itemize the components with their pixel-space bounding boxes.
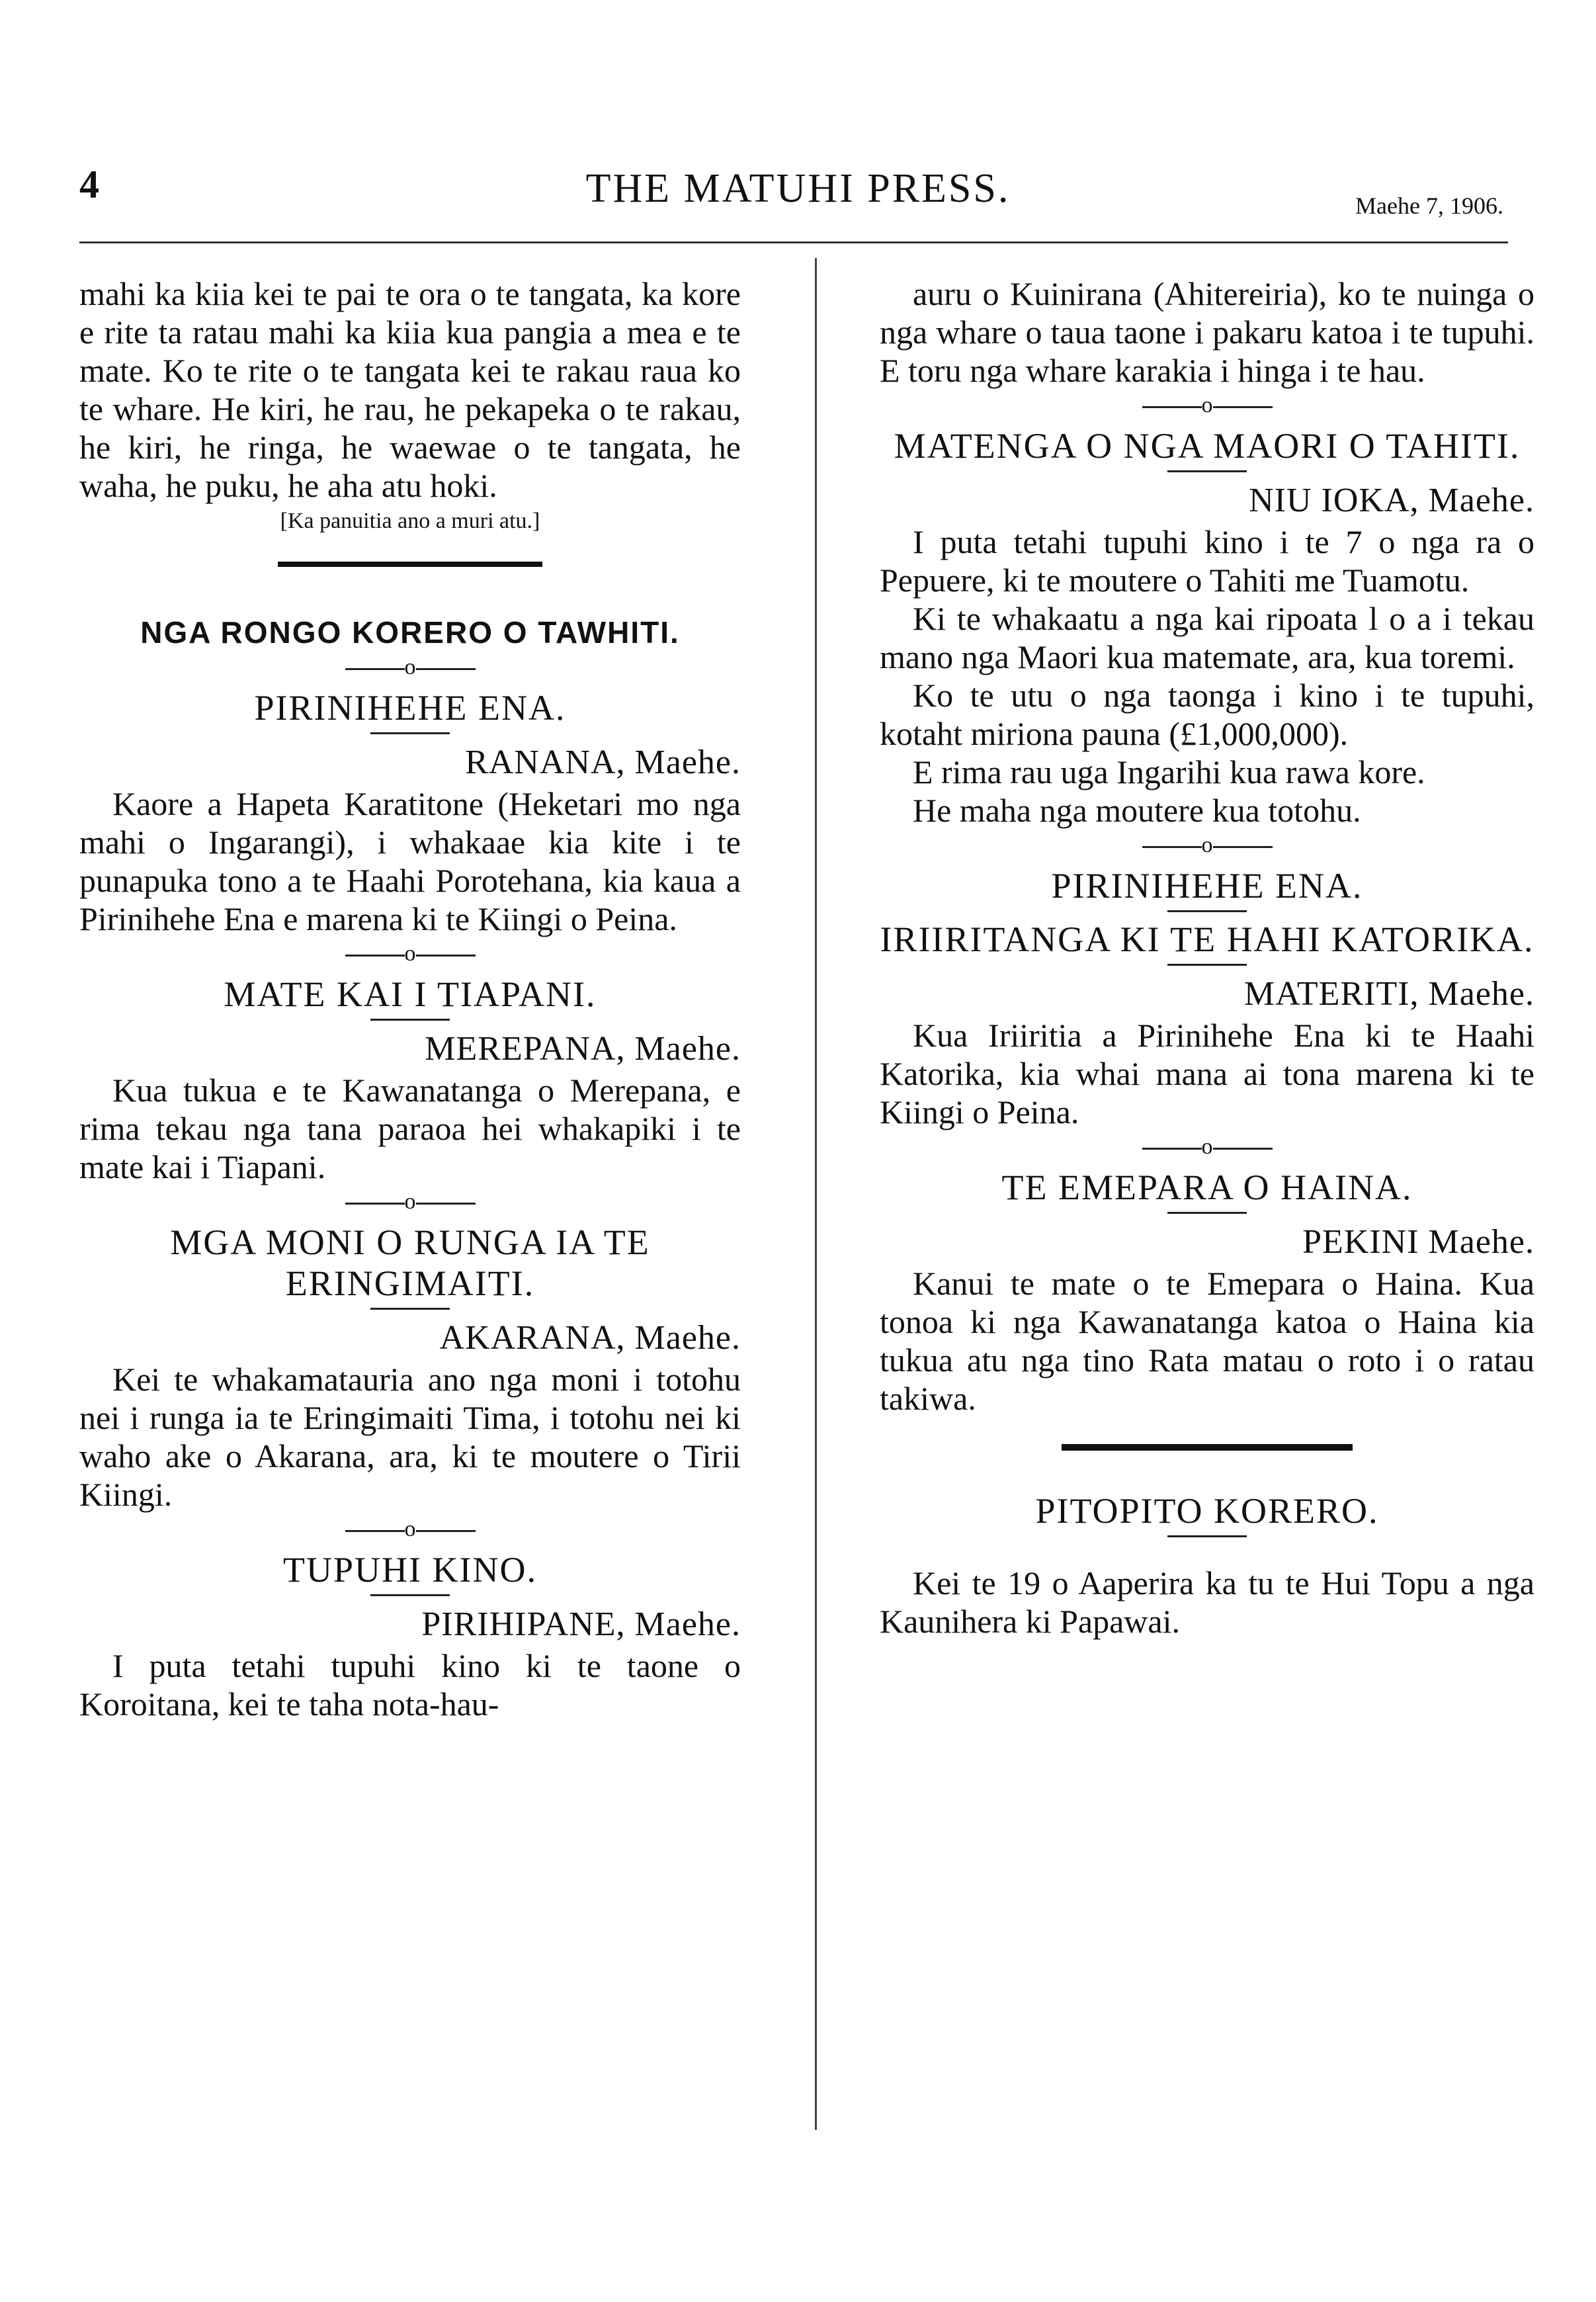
short-rule [1167,910,1247,912]
intro-paragraph: mahi ka kiia kei te pai te ora o te tangata, ka kore e rite ta ratau mahi ka kiia kua pangia a mea e te mate. Ko te rite o te tangata kei te rakau raua ko te whare. He kiri, he rau, he pekapeka o te rakau, he kiri, he ringa, he waewae o te tangata, he waha, he puku, he aha atu hoki. [79,275,741,504]
short-rule [1167,1535,1247,1537]
article-heading: MATENGA O NGA MAORI O TAHITI. [894,426,1521,466]
separator: o [880,832,1534,859]
article-body: Kua Iriiritia a Pirinihehe Ena ki te Haahi Katorika, kia whai mana ai tona marena ki te Kiingi o Peina. [880,1017,1534,1130]
short-rule [1167,470,1247,472]
header-rule [79,241,1508,243]
article-continuation: auru o Kuinirana (Ahitereiria), ko te nuinga o nga whare o taua taone i pakaru katoa i te tupuhi. E toru nga whare karakia i hinga i te hau. [880,275,1534,389]
article-body: Ki te whakaatu a nga kai ripoata l o a i tekau mano nga Maori kua matemate, ara, kua toremi. [880,600,1534,675]
article-heading: PIRINIHEHE ENA. [254,688,566,728]
article-body: I puta tetahi tupuhi kino ki te taone o Koroitana, kei te taha nota-hau- [79,1647,741,1723]
article-body: Kei te whakamatauria ano nga moni i totohu nei i runga ia te Eringimaiti Tima, i totohu nei ki waho ake o Akarana, ara, ki te moutere o Tirii Kiingi. [79,1361,741,1513]
article-heading: IRIIRITANGA KI TE HAHI KATORIKA. [880,919,1534,959]
article-body: Kua tukua e te Kawanatanga o Merepana, e rima tekau nga tana paraoa hei whakapiki i te mate kai i Tiapani. [79,1072,741,1185]
article-heading: TE EMEPARA O HAINA. [1001,1168,1413,1207]
article-heading: MGA MONI O RUNGA IA TE ERINGIMAITI. [170,1222,650,1303]
article-body: Kaore a Hapeta Karatitone (Heketari mo nga mahi o Ingarangi), i whakaae kia kite i te punapuka tono a te Haahi Porotehana, kia kaua a Pirinihehe Ena e marena ki te Kiingi o Peina. [79,785,741,937]
section-rule [1062,1444,1353,1451]
dateline: MEREPANA, Maehe. [425,1030,741,1068]
dateline: MATERITI, Maehe. [1243,975,1534,1013]
article-heading: MATE KAI I TIAPANI. [224,974,597,1014]
section-rule [278,562,542,567]
article-heading: TUPUHI KINO. [283,1550,537,1590]
article-body: He maha nga moutere kua totohu. [913,792,1361,829]
article-body: Ko te utu o nga taonga i kino i te tupuhi, kotaht miriona pauna (£1,000,000). [880,677,1534,752]
dateline: RANANA, Maehe. [465,744,741,781]
article-body: I puta tetahi tupuhi kino i te 7 o nga ra o Pepuere, ki te moutere o Tahiti me Tuamotu. [880,523,1534,599]
separator: o [79,1516,741,1543]
short-rule [1167,1212,1247,1214]
left-column [79,275,741,1723]
issue-date: Maehe 7, 1906. [1355,192,1503,219]
right-column [880,275,1534,1641]
separator: o [79,941,741,967]
separator: o [79,1189,741,1215]
separator: o [880,1134,1534,1160]
column-divider [815,258,817,2130]
dateline: PIRIHIPANE, Maehe. [421,1605,741,1643]
article-heading: PIRINIHEHE ENA. [1051,866,1363,906]
separator: o [880,392,1534,419]
short-rule [370,1308,450,1310]
masthead-title: THE MATUHI PRESS. [585,166,1011,211]
article-body: Kanui te mate o te Emepara o Haina. Kua tonoa ki nga Kawanatanga katoa o Haina kia tukua atu nga tino Rata matau o roto i o ratau takiwa. [880,1265,1534,1417]
page-number: 4 [79,163,99,206]
article-body: E rima rau uga Ingarihi kua rawa kore. [913,753,1425,790]
section-title: NGA RONGO KORERO O TAWHITI. [140,615,680,650]
article-body: Kei te 19 o Aaperira ka tu te Hui Topu a nga Kaunihera ki Papawai. [880,1564,1534,1640]
short-rule [1167,964,1247,966]
article-heading: PITOPITO KORERO. [1035,1491,1379,1531]
short-rule [370,1019,450,1021]
dateline: PEKINI Maehe. [1302,1223,1534,1261]
short-rule [370,732,450,734]
dateline: AKARANA, Maehe. [439,1319,741,1357]
page-header [0,0,1596,238]
separator: o [79,654,741,681]
continued-note: [Ka panuitia ano a muri atu.] [280,509,540,533]
short-rule [370,1594,450,1596]
dateline: NIU IOKA, Maehe. [1249,482,1534,519]
